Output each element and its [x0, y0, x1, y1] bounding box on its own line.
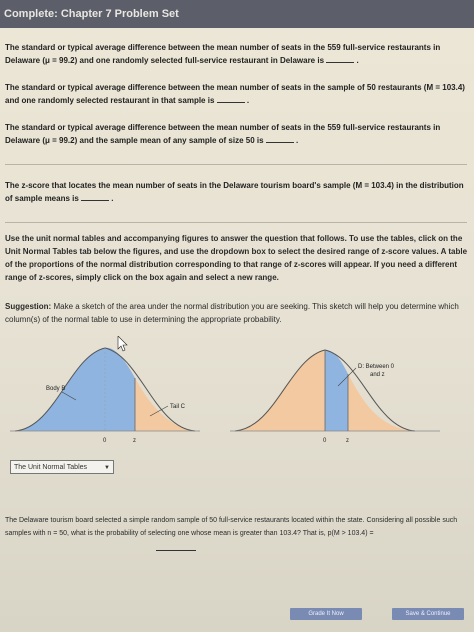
zero-label: 0: [103, 438, 107, 444]
left-normal-curve-figure: [10, 336, 200, 450]
chevron-down-icon: ▼: [104, 465, 110, 471]
dropdown-label: The Unit Normal Tables: [14, 464, 88, 471]
z-label: z: [133, 438, 136, 444]
grade-it-now-button[interactable]: Grade It Now: [290, 608, 362, 620]
page-header: [0, 0, 474, 28]
answer-blank-1[interactable]: [326, 54, 354, 63]
instructions: Use the unit normal tables and accompanying figures to answer the question that follows. To use the tables, click on the Unit Normal Tables tab below the figures, and use the dropdown box to select the desired range of z-score values. A table of the proportions of the normal distribution corresponding to that range of z-scores will appear. If you need a different range of z-scores, simply click on the box again and select a new range.: [5, 234, 468, 282]
suggestion: [5, 300, 467, 326]
question-2-text: The standard or typical average difference between the mean number of seats in the sample of 50 restaurants (M = 103.4) and one randomly selected restaurant in that sample is: [5, 83, 465, 105]
divider: [5, 222, 467, 223]
right-normal-curve-figure: [230, 336, 440, 450]
right-tail-region: [348, 374, 415, 431]
question-2: The standard or typical average difference between the mean number of seats in the sample of 50 restaurants (M = 103.4) and one randomly selected restaurant in that sample is .: [5, 83, 465, 105]
page-title: Complete: Chapter 7 Problem Set: [4, 8, 179, 20]
question-1: The standard or typical average difference between the mean number of seats in the 559 full-service restaurants in Delaware (μ = 99.2) and one randomly selected full-service restaurant in Delaware is .: [5, 43, 441, 65]
question-3: The standard or typical average difference between the mean number of seats in the 559 full-service restaurants in Delaware (μ = 99.2) and the sample mean of any sample of size 50 is .: [5, 123, 441, 145]
unit-normal-tables-dropdown[interactable]: [10, 460, 114, 474]
answer-blank-3[interactable]: [266, 134, 294, 143]
mouse-cursor-icon: [118, 336, 127, 351]
left-tail-region: [235, 350, 325, 431]
between-label-line1: D: Between 0: [358, 364, 395, 370]
body-b-label: Body B: [46, 386, 66, 392]
question-1-text: The standard or typical average difference between the mean number of seats in the 559 full-service restaurants in Delaware (μ = 99.2) and one randomly selected full-service restaurant in Delaware is: [5, 43, 441, 65]
divider: [5, 164, 467, 165]
question-panel: [0, 28, 474, 632]
answer-blank-4[interactable]: [81, 192, 109, 201]
answer-blank-2[interactable]: [217, 94, 245, 103]
answer-blank-5[interactable]: [156, 542, 196, 551]
save-continue-button[interactable]: Save & Continue: [392, 608, 464, 620]
question-3-text: The standard or typical average difference between the mean number of seats in the 559 full-service restaurants in Delaware (μ = 99.2) and the sample mean of any sample of size 50 is: [5, 123, 441, 145]
suggestion-label: Suggestion:: [5, 302, 52, 311]
question-4: The z-score that locates the mean number of seats in the Delaware tourism board's sample (M = 103.4) in the distribution of sample means is .: [5, 181, 464, 203]
final-question: The Delaware tourism board selected a simple random sample of 50 full-service restaurants located within the state. Considering all possible such samples with n = 50, what is the probability of selecting one whose mean is greater than 103.4? That is, p(M > 103.4) =: [5, 517, 458, 537]
body-b-region: [15, 348, 135, 431]
tail-c-label: Tail C: [170, 404, 186, 410]
suggestion-text: Make a sketch of the area under the normal distribution you are seeking. This sketch will help you determine which column(s) of the normal table to use in determining the appropriate probability.: [5, 302, 459, 324]
between-label-line2: and z: [370, 372, 385, 378]
z-label: z: [346, 438, 349, 444]
question-4-text: The z-score that locates the mean number of seats in the Delaware tourism board's sample (M = 103.4) in the distribution of sample means is: [5, 181, 464, 203]
zero-label: 0: [323, 438, 327, 444]
